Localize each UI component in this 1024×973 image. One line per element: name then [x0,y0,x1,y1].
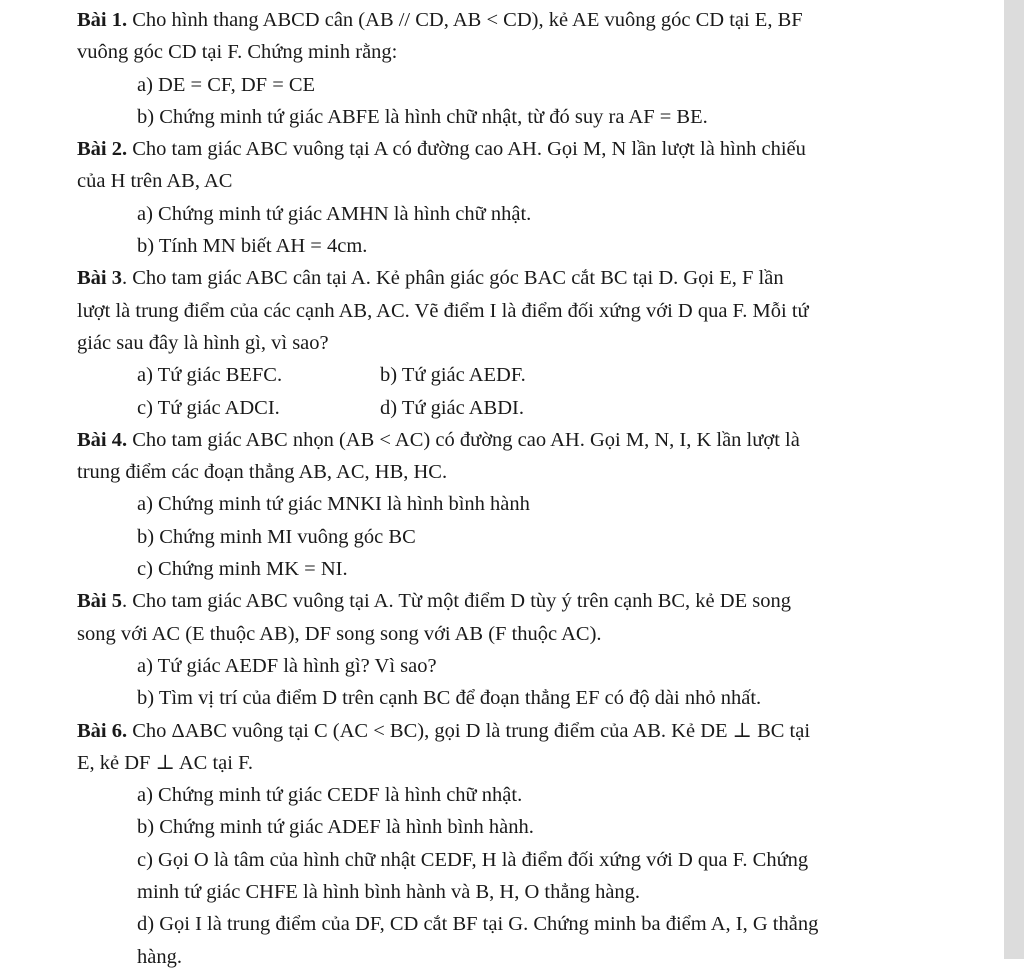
exercise-3-items-row-1 [77,359,937,391]
exercise-1-text: Cho hình thang ABCD cân (AB // CD, AB < CD), kẻ AE vuông góc CD tại E, BF [127,9,803,31]
exercise-3-item-b: b) Tứ giác AEDF. [380,364,526,387]
exercise-4-line-1 [77,424,937,456]
exercise-6-item-d: d) Gọi I là trung điểm của DF, CD cắt BF tại G. Chứng minh ba điểm A, I, G thẳng [137,913,819,936]
page-edge-shadow [1004,0,1024,959]
exercise-6-item-b: b) Chứng minh tứ giác ADEF là hình bình hành. [137,816,534,839]
exercise-3-item-c: c) Tứ giác ADCI. [137,396,280,419]
exercise-2-line-2: của H trên AB, AC [77,170,233,193]
exercise-5-line-2: song với AC (E thuộc AB), DF song song với AB (F thuộc AC). [77,622,602,645]
exercise-1-item-a: a) DE = CF, DF = CE [137,73,316,96]
exercise-4-label: Bài 4. [77,428,128,451]
exercise-list [77,4,937,968]
exercise-3-line-2: lượt là trung điểm của các cạnh AB, AC. Vẽ điểm I là điểm đối xứng với D qua F. Mỗi tứ [77,299,809,322]
exercise-5-item-b: b) Tìm vị trí của điểm D trên cạnh BC để đoạn thẳng EF có độ dài nhỏ nhất. [137,687,762,710]
exercise-1-line-2: vuông góc CD tại F. Chứng minh rằng: [77,41,398,64]
exercise-6-line-2: E, kẻ DF ⊥ AC tại F. [77,751,253,774]
exercise-3-item-d: d) Tứ giác ABDI. [380,396,524,419]
exercise-4-item-b: b) Chứng minh MI vuông góc BC [137,525,416,548]
exercise-6-item-c-cont: minh tứ giác CHFE là hình bình hành và B, H, O thẳng hàng. [137,881,641,904]
exercise-6-line-1 [77,715,937,747]
exercise-2-item-b: b) Tính MN biết AH = 4cm. [137,235,368,258]
exercise-4-line-2: trung điểm các đoạn thẳng AB, AC, HB, HC. [77,461,448,484]
exercise-2-text: Cho tam giác ABC vuông tại A có đường cao AH. Gọi M, N lần lượt là hình chiếu [127,138,806,161]
exercise-2-label: Bài 2. [77,138,128,161]
exercise-3-line-3: giác sau đây là hình gì, vì sao? [77,331,329,354]
exercise-4-text: Cho tam giác ABC nhọn (AB < AC) có đường cao AH. Gọi M, N, I, K lần lượt là [127,428,800,451]
exercise-5-label: Bài 5 [77,590,122,613]
exercise-5-line-1 [77,585,937,617]
exercise-3-label: Bài 3 [77,267,122,290]
exercise-2-line-1 [77,133,937,165]
exercise-6-text: Cho ΔABC vuông tại C (AC < BC), gọi D là trung điểm của AB. Kẻ DE ⊥ BC tại [127,719,811,742]
exercise-3-items-row-2 [77,392,937,424]
exercise-3-line-1 [77,262,937,294]
exercise-4-item-c: c) Chứng minh MK = NI. [137,558,348,581]
exercise-6-label: Bài 6. [77,719,128,742]
exercise-3-text: . Cho tam giác ABC cân tại A. Kẻ phân giác góc BAC cắt BC tại D. Gọi E, F lần [122,267,784,290]
exercise-1-line-1 [77,4,937,36]
exercise-2-item-a: a) Chứng minh tứ giác AMHN là hình chữ nhật. [137,202,532,225]
exercise-5-item-a: a) Tứ giác AEDF là hình gì? Vì sao? [137,654,437,677]
exercise-5-text: . Cho tam giác ABC vuông tại A. Từ một điểm D tùy ý trên cạnh BC, kẻ DE song [122,590,791,613]
exercise-6-item-a: a) Chứng minh tứ giác CEDF là hình chữ nhật. [137,784,523,807]
exercise-1-item-b: b) Chứng minh tứ giác ABFE là hình chữ nhật, từ đó suy ra AF = BE. [137,105,708,128]
exercise-3-item-a: a) Tứ giác BEFC. [137,364,283,387]
exercise-6-item-c: c) Gọi O là tâm của hình chữ nhật CEDF, H là điểm đối xứng với D qua F. Chứng [137,848,809,871]
exercise-6-item-d-cont: hàng. [137,945,182,968]
exercise-4-item-a: a) Chứng minh tứ giác MNKI là hình bình hành [137,493,530,516]
exercise-1-label: Bài 1. [77,9,128,31]
